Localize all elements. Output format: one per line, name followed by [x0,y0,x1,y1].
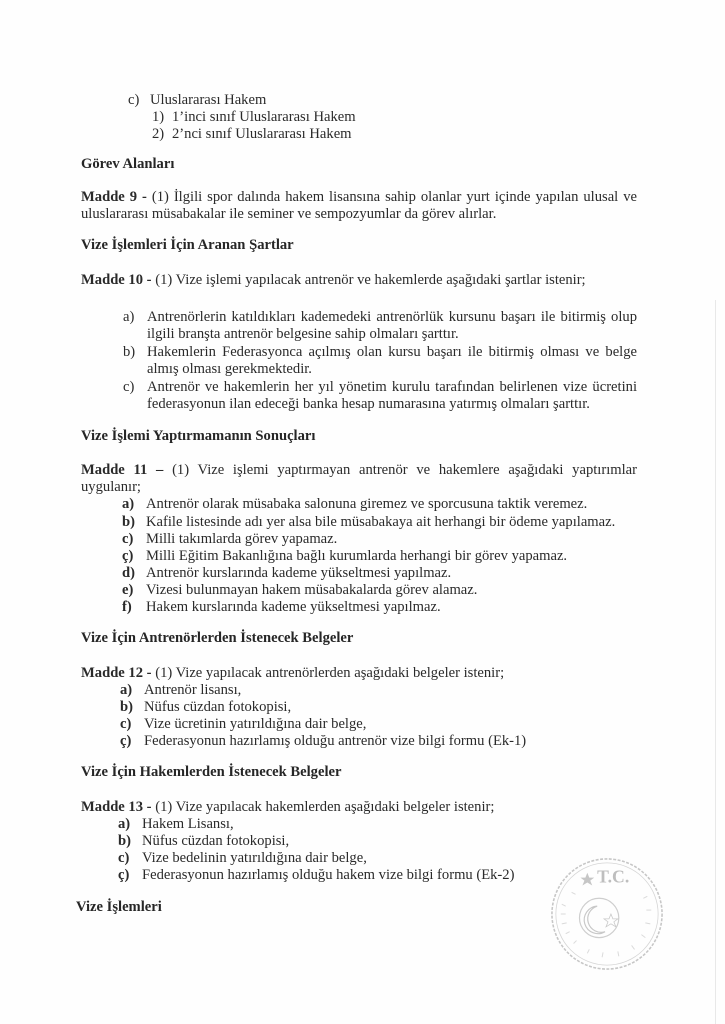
list-item-text: Antrenör olarak müsabaka salonuna giremez ve sporcusuna taktik veremez. [146,496,588,512]
list-marker: f) [122,599,132,615]
article-label: Madde 9 - [81,189,147,205]
list-marker: a) [118,816,131,832]
list-item-text: Hakemlerin Federasyonca açılmış olan kursu başarı ile bitirmiş olması ve belge almış olması gerekmektedir. [147,344,637,378]
seal-star-icon [580,873,594,886]
list-marker: b) [120,699,133,715]
list-marker: a) [122,496,135,512]
section-heading: Vize İçin Hakemlerden İstenecek Belgeler [81,764,342,780]
list-item [120,682,241,699]
sublist-item-text: 1’inci sınıf Uluslararası Hakem [172,109,356,125]
list-item-c-international-referee [128,92,266,109]
list-marker: c) [122,531,134,547]
list-item-text: Milli takımlarda görev yapamaz. [146,531,338,547]
list-item-text: Federasyonun hazırlamış olduğu antrenör vize bilgi formu (Ek-1) [144,733,527,749]
article-text: (1) Vize işlemi yapılacak antrenör ve hakemlerde aşağıdaki şartlar istenir; [155,272,586,288]
list-marker: c) [123,379,135,395]
list-item-text: Vize ücretinin yatırıldığına dair belge, [144,716,367,732]
list-item [122,514,615,531]
article-9-paragraph [81,189,637,224]
list-item-text: Federasyonun hazırlamış olduğu hakem vize bilgi formu (Ek-2) [142,867,515,883]
article-label: Madde 11 – [81,462,164,478]
article-12-paragraph [81,665,637,682]
list-item-text: Vize bedelinin yatırıldığına dair belge, [142,850,367,866]
article-label: Madde 10 - [81,272,152,288]
list-item [120,716,366,733]
article-13-paragraph [81,799,637,816]
list-item [120,699,291,716]
list-item [123,309,637,344]
list-item [122,565,451,582]
list-marker: c) [118,850,130,866]
sublist-marker: 2) [152,126,165,142]
list-item-text: Uluslararası Hakem [150,92,267,108]
list-item-text: Antrenör lisansı, [144,682,242,698]
official-seal-stamp [548,855,666,973]
list-item [123,379,637,414]
list-item-text: Antrenörlerin katıldıkları kademedeki antrenörlük kursunu başarı ile bitirmiş olup ilgili branşta antrenör belgesine sahip olmaları şarttır. [147,309,637,343]
star-icon [604,914,618,927]
list-item [122,496,587,513]
sublist-item-text: 2’nci sınıf Uluslararası Hakem [172,126,352,142]
list-item [122,531,337,548]
list-marker: ç) [122,548,134,564]
list-item [118,850,367,867]
section-heading: Görev Alanları [81,156,175,172]
article-label: Madde 13 - [81,799,152,815]
list-item [118,833,289,850]
sublist-item [152,126,352,143]
list-item [120,733,526,750]
list-marker: b) [122,514,135,530]
list-item-text: Hakem Lisansı, [142,816,234,832]
article-text: (1) İlgili spor dalında hakem lisansına sahip olanlar yurt içinde yapılan ulusal ve uluslararası müsabakalar ile seminer ve sempozyumlar da görev alırlar. [81,189,637,223]
list-item [122,582,477,599]
article-text: (1) Vize yapılacak antrenörlerden aşağıdaki belgeler istenir; [155,665,505,681]
list-marker: d) [122,565,135,581]
scan-edge-line [715,300,716,1024]
section-heading: Vize İçin Antrenörlerden İstenecek Belgeler [81,630,354,646]
list-marker: c) [128,92,140,108]
list-item-text: Hakem kurslarında kademe yükseltmesi yapılmaz. [146,599,441,615]
list-marker: a) [123,309,135,325]
section-heading: Vize İşlemleri İçin Aranan Şartlar [81,237,294,253]
sublist-item [152,109,356,126]
seal-rim-lettering [561,892,651,957]
list-item-text: Nüfus cüzdan fotokopisi, [144,699,292,715]
article-text: (1) Vize yapılacak hakemlerden aşağıdaki belgeler istenir; [155,799,495,815]
list-marker: a) [120,682,133,698]
list-marker: c) [120,716,132,732]
section-heading: Vize İşlemleri [76,899,162,915]
seal-lettering: T.C. [597,866,630,887]
article-10-paragraph [81,272,637,289]
article-11-paragraph [81,462,637,497]
list-item-text: Vizesi bulunmayan hakem müsabakalarda görev alamaz. [146,582,478,598]
list-item [123,344,637,379]
list-marker: ç) [118,867,130,883]
list-marker: ç) [120,733,132,749]
list-item [122,548,567,565]
list-marker: e) [122,582,134,598]
list-item [118,816,234,833]
list-item-text: Nüfus cüzdan fotokopisi, [142,833,290,849]
section-heading: Vize İşlemi Yaptırmamanın Sonuçları [81,428,316,444]
list-marker: b) [123,344,136,360]
list-item-text: Antrenör ve hakemlerin her yıl yönetim kurulu tarafından belirlenen vize ücretini federasyonun ilan edeceği banka hesap numarasına yatırmış olmaları şarttır. [147,379,637,413]
sublist-marker: 1) [152,109,165,125]
crescent-icon [584,906,605,934]
article-text: (1) Vize işlemi yaptırmayan antrenör ve hakemlere aşağıdaki yaptırımlar uygulanır; [81,462,638,496]
list-marker: b) [118,833,131,849]
list-item [122,599,441,616]
article-label: Madde 12 - [81,665,152,681]
list-item-text: Kafile listesinde adı yer alsa bile müsabakaya ait herhangi bir ödeme yapılamaz. [146,514,616,530]
list-item-text: Antrenör kurslarında kademe yükseltmesi yapılmaz. [146,565,452,581]
list-item [118,867,514,884]
list-item-text: Milli Eğitim Bakanlığına bağlı kurumlarda herhangi bir görev yapamaz. [146,548,568,564]
